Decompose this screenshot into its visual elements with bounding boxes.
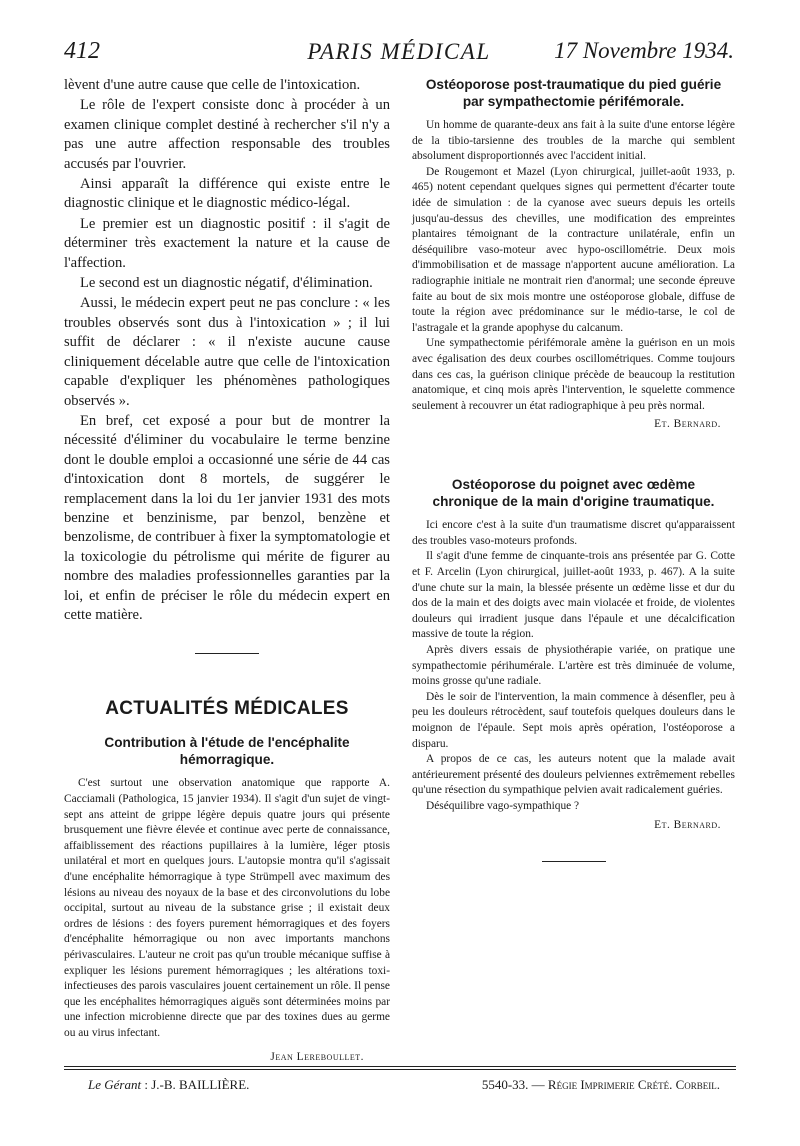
body-paragraph: De Rougemont et Mazel (Lyon chirurgical, juillet-août 1933, p. 465) notent cependant quelques signes qui permettent d'écarter toute idée de simulation : de la cyanose avec sueurs depuis les orteils jusqu'au-dessus des chevilles, une modification des empreintes plantaires témoignant de la contracture unilatérale, enfin un déséquilibre vaso-moteur avec hypo-oscillométrie. Deux mois d'immobilisation et de massage n'apportent aucune amélioration. La radiographie initiale ne montrait rien d'anormal; une seconde épreuve faite au bout de six mois montre une ostéoporose globale, diffuse de toute la région avec prédominance sur le médio-tarse, le col de l'astragale et la grande apophyse du calcanum. bbox=[412, 165, 735, 334]
body-paragraph: En bref, cet exposé a pour but de montrer la nécessité d'éliminer du vocabulaire le terme benzine dont le double emploi a occasionné une série de 44 cas d'intoxication dont 8 mortels, de suggérer le remplacement dans la loi du 1er janvier 1931 des mots benzine et benzinisme, par benzol, benzène et benzolisme, de contribuer à fixer la symptomatologie et la toxicologie du pétrolisme qui mérite de figurer au nombre des maladies professionnelles garanties par la loi, et enfin de préciser le rôle du médecin expert en cette matière. bbox=[64, 412, 390, 623]
issue-date: 17 Novembre 1934. bbox=[554, 38, 734, 63]
left-column bbox=[64, 76, 390, 1063]
page-number: 412 bbox=[64, 38, 100, 64]
article-spacer bbox=[412, 430, 735, 476]
running-head bbox=[64, 38, 734, 72]
body-paragraph: Une sympathectomie périfémorale amène la guérison en un mois avec égalisation des deux courbes oscillométriques. Comme toujours dans ces cas, la guérison clinique précède de beaucoup la restitution anatomique, et cinq mois après l'intervention, le squelette commence seulement à recouvrer un état radiographique à peu près normal. bbox=[412, 337, 735, 412]
section-divider bbox=[195, 653, 259, 654]
article-body bbox=[412, 118, 735, 414]
gerant-name: : J.-B. BAILLIÈRE. bbox=[144, 1077, 250, 1092]
body-paragraph: Ici encore c'est à la suite d'un traumatisme discret qu'apparaissent des troubles vaso-moteurs profonds. bbox=[412, 519, 735, 547]
footer-rule bbox=[64, 1069, 736, 1070]
body-paragraph: lèvent d'une autre cause que celle de l'intoxication. bbox=[64, 77, 361, 93]
article-title: Contribution à l'étude de l'encéphalite hémorragique. bbox=[104, 735, 350, 768]
body-paragraph: Ainsi apparaît la différence qui existe entre le diagnostic clinique et le diagnostic médico-légal. bbox=[64, 176, 390, 212]
right-column bbox=[412, 76, 735, 862]
article-signature: Et. Bernard. bbox=[654, 818, 721, 831]
body-paragraph: Le rôle de l'expert consiste donc à procéder à un examen clinique complet destiné à rechercher s'il n'y a pas une autre affection responsable des troubles accusés par l'ouvrier. bbox=[64, 97, 390, 172]
article-signature: Et. Bernard. bbox=[654, 418, 721, 431]
body-paragraph: Il s'agit d'une femme de cinquante-trois ans présentée par G. Cotte et F. Arcelin (Lyon chirurgical, juillet-août 1933, p. 467). A la suite d'une chute sur la main, la blessée présente un œdème lisse et dur du dos de la main et des doigts avec main violacée et froide, de violentes douleurs qui irradient jusque dans l'épaule et une décalcification massive de toute la région. bbox=[412, 550, 735, 641]
body-paragraph: C'est surtout une observation anatomique que rapporte A. Cacciamali (Pathologica, 15 janvier 1934). Il s'agit d'un sujet de vingt-sept ans atteint de grippe légère depuis quatre jours qui présente brusquement une fièvre élevée et continue avec perte de connaissance, affaiblissement des réactions pupillaires à la lumière, léger ptosis unilatéral et mort en quelques jours. L'autopsie montra qu'il s'agissait d'une encéphalite hémorragique à type Strümpell avec maximum des lésions au niveau des noyaux de la base et des circonvolutions du lobe occipital, surtout au niveau de la substance grise ; il existait deux ordres de lésions : des foyers purement hémorragiques et des foyers d'encéphalite hémorragique ou non avec importants manchons périvasculaires. L'auteur ne croit pas qu'un trouble mécanique suffise à expliquer les lésions purement hémorragiques ; les altérations toxi-infectieuses des parois vasculaires jouent certainement un rôle. Il pense que les encéphalites hémorragiques aiguës sont déterminées moins par une infection microbienne directe que par des toxines dues au germe ou au virus infectant. bbox=[64, 777, 390, 1039]
section-heading: ACTUALITÉS MÉDICALES bbox=[105, 698, 349, 720]
body-paragraph: Aussi, le médecin expert peut ne pas conclure : « les troubles observés sont dus à l'intoxication » ; il lui suffit de déclarer : « il n'existe aucune cause cliniquement décelable autre que celle de l'intoxication capable d'expliquer les phénomènes pathologiques observés ». bbox=[64, 295, 390, 409]
body-paragraph: Déséquilibre vago-sympathique ? bbox=[426, 799, 580, 812]
section-divider bbox=[542, 861, 606, 862]
article-body bbox=[64, 776, 390, 1041]
journal-title: PARIS MÉDICAL bbox=[307, 39, 491, 64]
article-title: Ostéoporose post-traumatique du pied guérie par sympathectomie périfémorale. bbox=[425, 77, 722, 109]
body-paragraph: Le second est un diagnostic négatif, d'élimination. bbox=[80, 275, 373, 292]
body-paragraph: A propos de ce cas, les auteurs notent que la malade avait antérieurement présenté des douleurs pelviennes extrêmement rebelles qu'une résection du sympathique pelvien avait radicalement guéries. bbox=[412, 753, 735, 797]
gerant-label: Le Gérant bbox=[88, 1077, 142, 1092]
body-paragraph: Un homme de quarante-deux ans fait à la suite d'une entorse légère de la tibio-tarsienne des troubles de la marche qui semblent absolument disproportionnés avec l'accident initial. bbox=[412, 119, 735, 163]
article-signature: Jean Lereboullet. bbox=[270, 1051, 364, 1064]
printer-credit: 5540-33. — Régie Imprimerie Crété. Corbeil. bbox=[481, 1077, 720, 1092]
body-paragraph: Le premier est un diagnostic positif : il s'agit de déterminer très exactement la nature et la cause de l'affection. bbox=[64, 215, 390, 271]
body-paragraph: Après divers essais de physiothérapie variée, on pratique une sympathectomie périhumérale. L'artère est très diminuée de volume, moins grosse qu'une radiale. bbox=[412, 644, 735, 688]
footer-rule bbox=[64, 1066, 736, 1067]
expert-article-conclusion bbox=[64, 76, 390, 625]
body-paragraph: Dès le soir de l'intervention, la main commence à désenfler, peu à peu les douleurs rétrocèdent, sauf toutefois quelques douleurs dans le moignon de l'épaule. Sept mois après opération, l'ostéoporose a disparu. bbox=[412, 690, 735, 750]
article-body bbox=[412, 518, 735, 814]
gerant-credit bbox=[88, 1077, 249, 1093]
article-title: Ostéoporose du poignet avec œdème chronique de la main d'origine traumatique. bbox=[432, 477, 715, 510]
